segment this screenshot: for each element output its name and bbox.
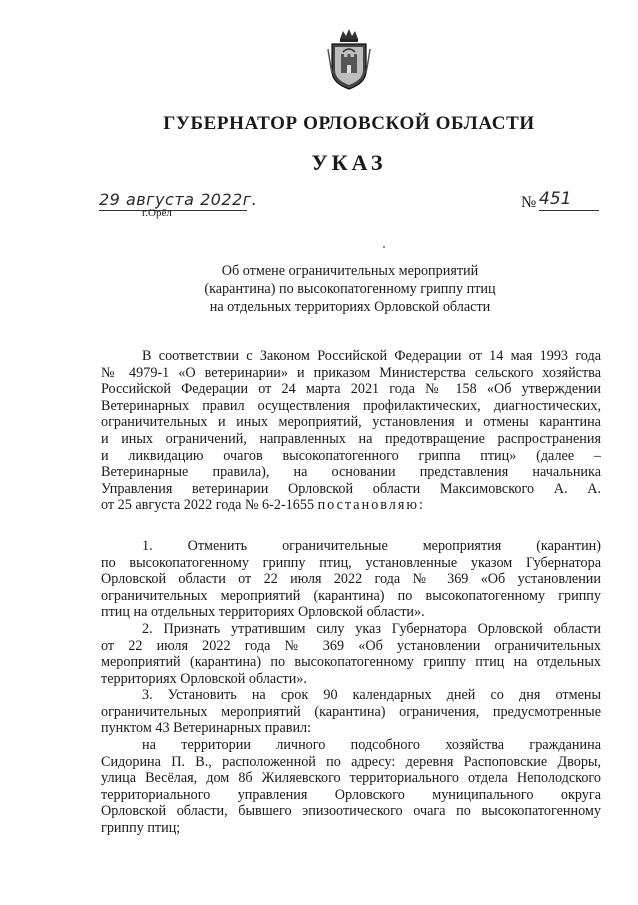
text-line: Орловской области от 22 июля 2022 года № 369 «Об установлении [101, 571, 601, 588]
text-line: мероприятий (карантина) по высокопатогенному гриппу птиц на отдельных [101, 654, 601, 671]
document-type-title: УКАЗ [311, 150, 387, 175]
text-line: Сидорина П. В., расположенной по адресу: деревня Распоповские Дворы, [101, 753, 601, 770]
number-underline [539, 210, 599, 211]
item-1-paragraph [101, 538, 601, 621]
item-3-subparagraph [101, 737, 601, 837]
text-line: Орловской области, бывшего эпизоотического очага по высокопатогенному [101, 803, 601, 820]
text-line: от 22 июля 2022 года № 369 «Об установлении ограничительных [101, 637, 601, 654]
text-line: 3. Установить на срок 90 календарных дней со дня отмены [142, 687, 601, 704]
text-line: и иных ограничений, направленных на предотвращение распространения [101, 430, 601, 447]
city-label: г.Орёл [142, 207, 172, 219]
text-line: улица Весёлая, дом 8б Жиляевского территориального отдела Неполодского [101, 770, 601, 787]
decree-word: постановляю: [317, 497, 425, 514]
text-line: и ликвидацию очагов высокопатогенного гриппа птиц» (далее – [101, 447, 601, 464]
text-line: птиц на отдельных территориях Орловской области». [101, 604, 425, 621]
subject-line: (карантина) по высокопатогенному гриппу птиц [204, 281, 496, 297]
document-body [101, 348, 601, 837]
item-2-paragraph [101, 621, 601, 687]
text-line: Управления ветеринарии Орловской области Максимовского А. А. [101, 480, 601, 497]
subject-line: на отдельных территориях Орловской области [209, 299, 491, 315]
document-subject [160, 262, 540, 316]
text-line: гриппу птиц; [101, 820, 181, 837]
text-line: 1. Отменить ограничительные мероприятия (карантин) [142, 537, 601, 554]
stray-dot [383, 246, 385, 248]
text-line: по высокопатогенному гриппу птиц, установленные указом Губернатора [101, 554, 601, 571]
item-3-paragraph [101, 687, 601, 737]
number-label: № [521, 194, 537, 211]
text-line: пунктом 43 Ветеринарных правил: [101, 720, 312, 737]
text-line: Ветеринарных правил осуществления профилактических, диагностических, [101, 397, 601, 414]
text-line: ограничительных мероприятий (карантина) по высокопатогенному гриппу [101, 587, 601, 604]
text-line: ограничительных мероприятий (карантина) ограничения, предусмотренные [101, 703, 601, 720]
handwritten-number: 451 [539, 189, 572, 209]
text-line: территориального управления Орловского муниципального округа [101, 786, 601, 803]
preamble-paragraph [101, 348, 601, 514]
text-line: 2. Признать утратившим силу указ Губернатора Орловской области [142, 620, 601, 637]
subject-line: Об отмене ограничительных мероприятий [221, 263, 479, 279]
text-line: Ветеринарные правила), на основании представления начальника [101, 464, 601, 481]
text-line: В соответствии с Законом Российской Федерации от 14 мая 1993 года [142, 348, 601, 364]
text-line: территориях Орловской области». [101, 670, 307, 687]
date-underline [99, 210, 247, 211]
handwritten-date: 29 августа 2022г. [99, 190, 258, 209]
text-line: ограничительных и иных мероприятий, установления и отмены карантина [101, 414, 601, 431]
governor-title: ГУБЕРНАТОР ОРЛОВСКОЙ ОБЛАСТИ [163, 113, 535, 134]
coat-of-arms-emblem [326, 27, 372, 91]
text-line: Российской Федерации от 24 марта 2021 года № 158 «Об утверждении [101, 381, 601, 398]
text-line [101, 497, 601, 514]
text-fragment: от 25 августа 2022 года № 6-2-1655 [101, 497, 315, 514]
text-line: на территории личного подсобного хозяйства гражданина [142, 737, 601, 754]
text-line: № 4979-1 «О ветеринарии» и приказом Министерства сельского хозяйства [101, 364, 601, 381]
